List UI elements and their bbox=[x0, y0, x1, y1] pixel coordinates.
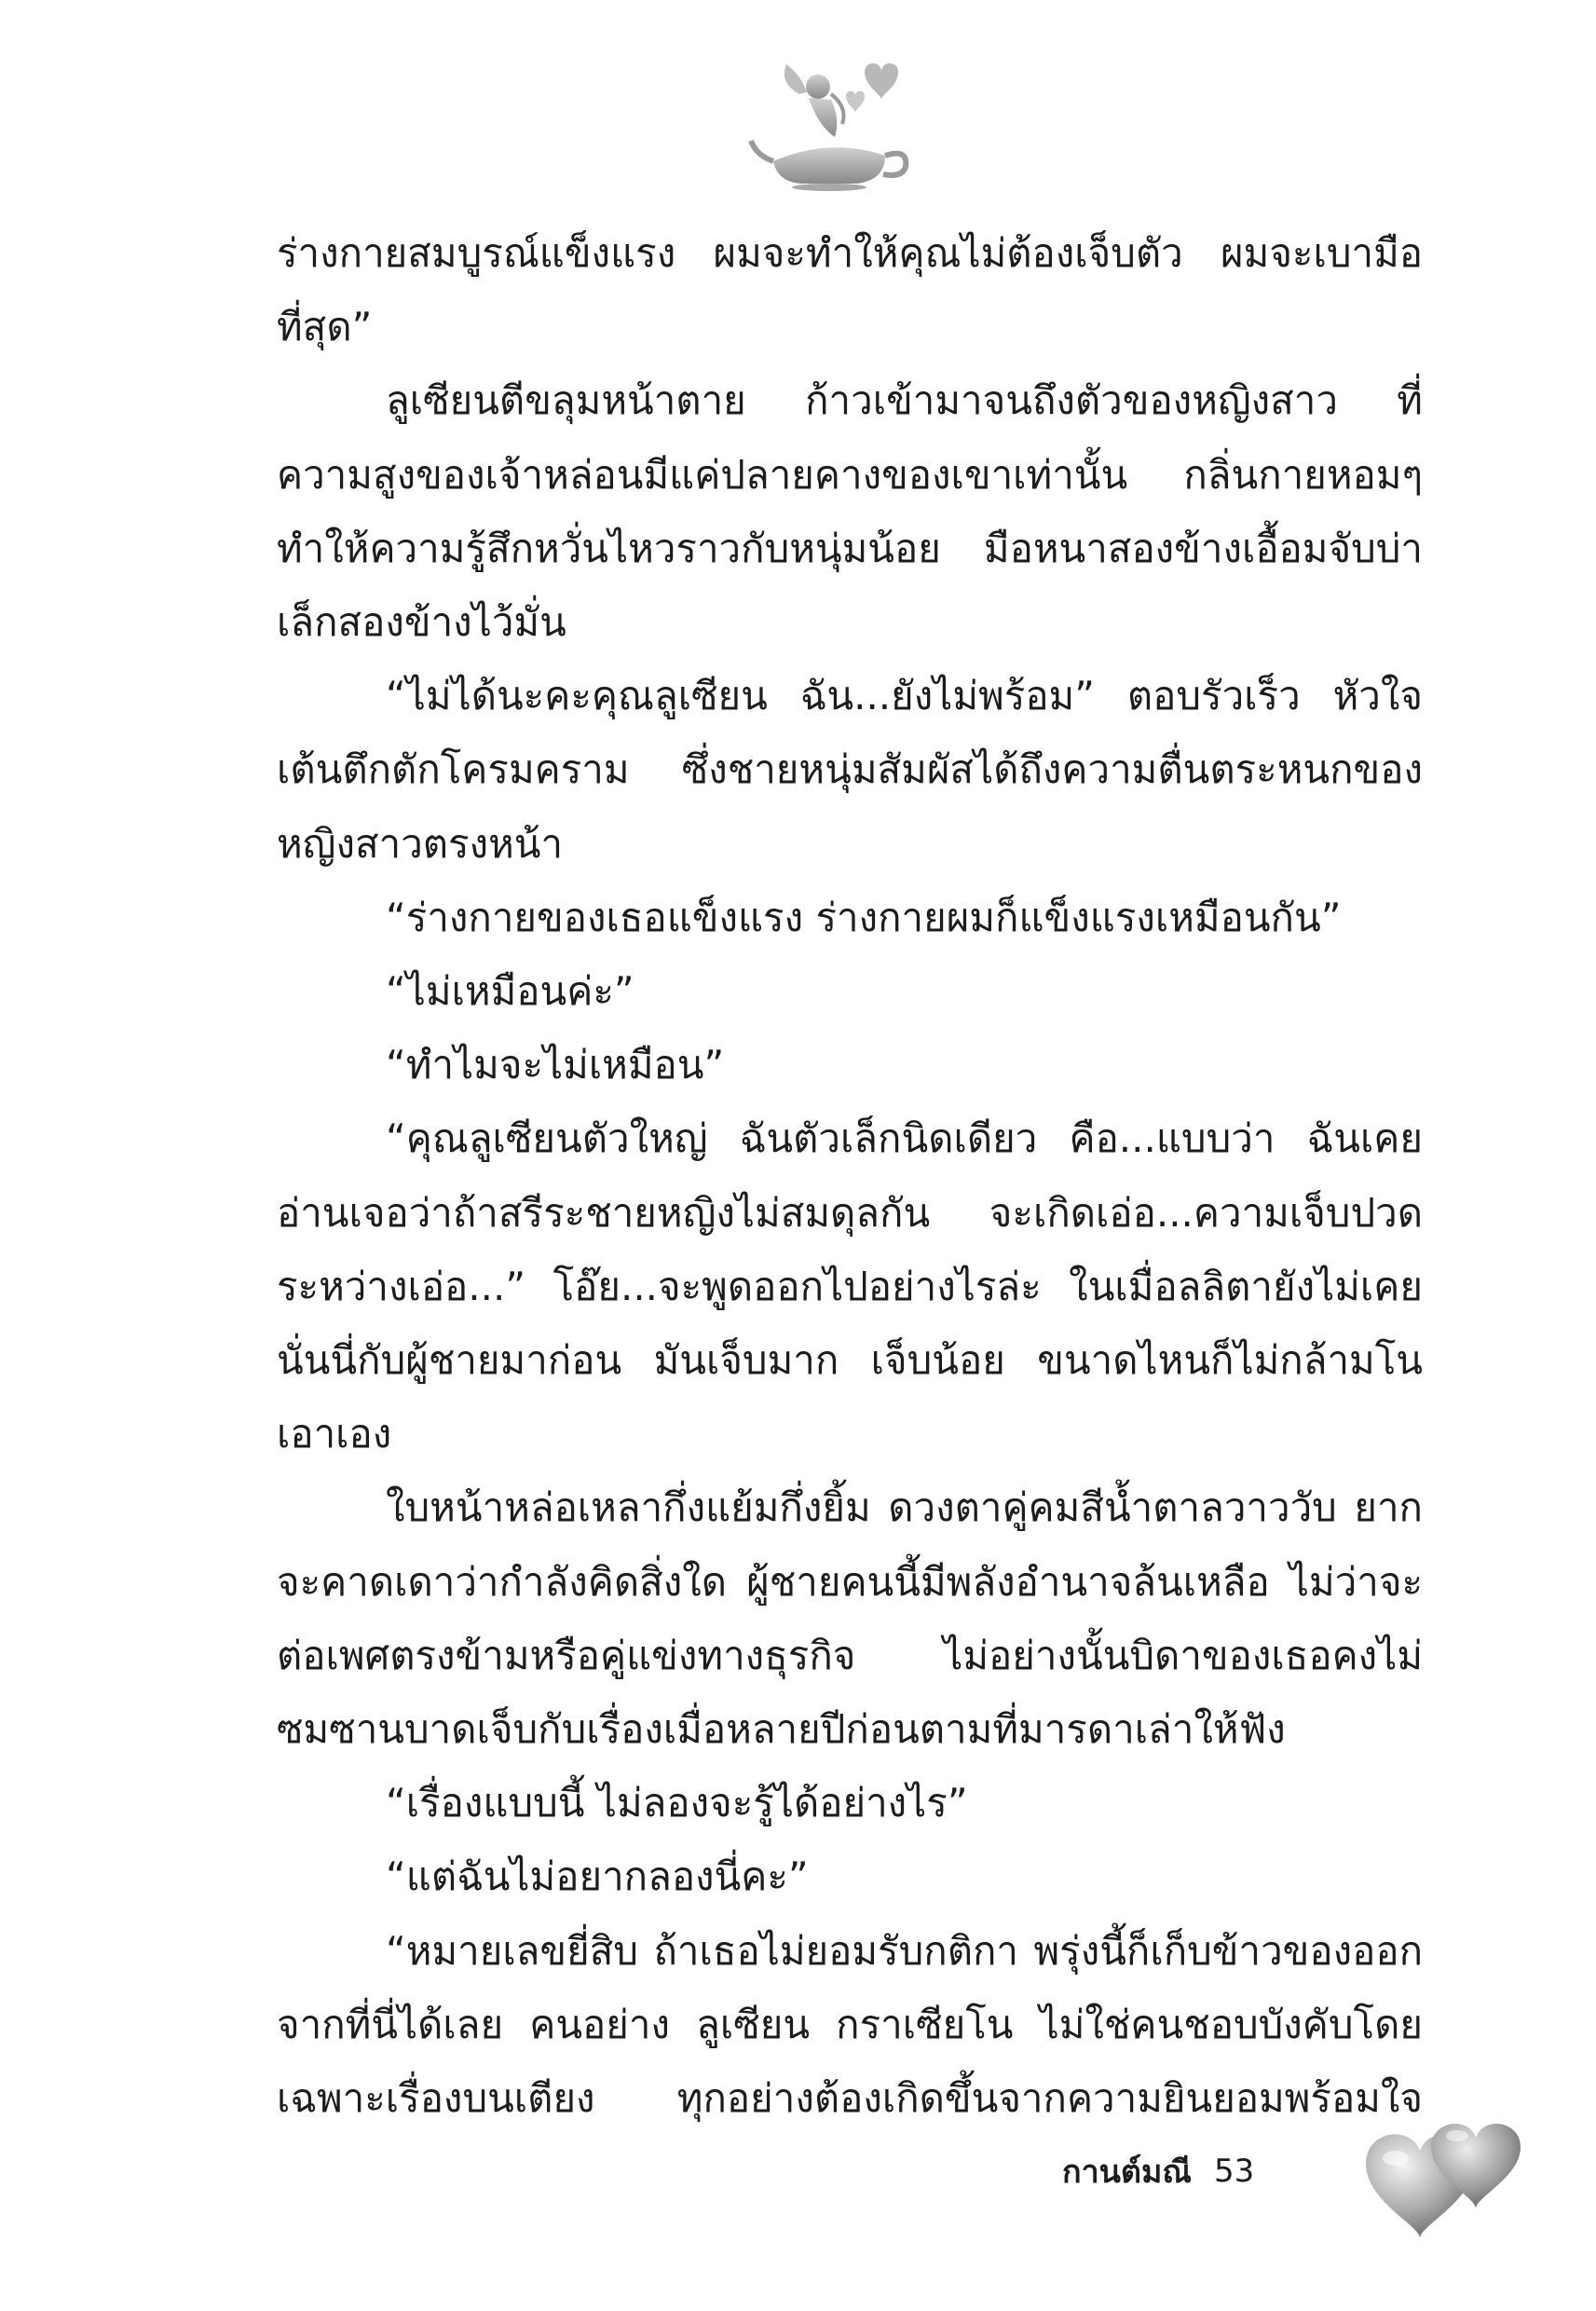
paragraph: “ทำไมจะไม่เหมือน” bbox=[386, 1042, 725, 1088]
page-footer bbox=[1062, 2134, 1254, 2208]
page-number: 53 bbox=[1213, 2153, 1255, 2190]
paragraph: “ไม่ได้นะคะคุณลูเซียน ฉัน...ยังไม่พร้อม” ตอบรัวเร็ว หัวใจเต้นตึกตักโครมคราม ซึ่งชายหนุ่มสัมผัสได้ถึงความตื่นตระหนกของหญิงสาวตรงหน้า bbox=[277, 673, 1423, 867]
paragraph: “เรื่องแบบนี้ ไม่ลองจะรู้ได้อย่างไร” bbox=[386, 1780, 968, 1826]
paragraph: ร่างกายสมบูรณ์แข็งแรง ผมจะทำให้คุณไม่ต้องเจ็บตัว ผมจะเบามือที่สุด” bbox=[277, 230, 1423, 350]
paragraph: “ไม่เหมือนค่ะ” bbox=[386, 968, 634, 1015]
paragraph: “แต่ฉันไม่อยากลองนี่คะ” bbox=[386, 1853, 809, 1900]
body-text bbox=[277, 216, 1423, 2135]
paragraph: ลูเซียนตีขลุมหน้าตาย ก้าวเข้ามาจนถึงตัวของหญิงสาว ที่ความสูงของเจ้าหล่อนมีแค่ปลายคางของเขาเท่านั้น กลิ่นกายหอมๆ ทำให้ความรู้สึกหวั่นไหวราวกับหนุ่มน้อย มือหนาสองข้างเอื้อมจับบ่าเล็กสองข้างไว้มั่น bbox=[277, 377, 1423, 646]
cupid-teapot-ornament-icon bbox=[745, 51, 913, 191]
running-title: กานต์มณี bbox=[1062, 2154, 1192, 2191]
paragraph: “หมายเลขยี่สิบ ถ้าเธอไม่ยอมรับกติกา พรุ่งนี้ก็เก็บข้าวของออกจากที่นี่ได้เลย คนอย่าง ลูเซียน กราเซียโน ไม่ใช่คนชอบบังคับโดยเฉพาะเรื่องบนเตียง ทุกอย่างต้องเกิดขึ้นจากความยินยอมพร้อมใจ bbox=[277, 1927, 1423, 2122]
paragraph: ใบหน้าหล่อเหลากึ่งแย้มกึ่งยิ้ม ดวงตาคู่คมสีน้ำตาลวาววับ ยากจะคาดเดาว่ากำลังคิดสิ่งใด ผู้ชายคนนี้มีพลังอำนาจล้นเหลือ ไม่ว่าจะต่อเพศตรงข้ามหรือคู่แข่งทางธุรกิจ ไม่อย่างนั้นบิดาของเธอคงไม่ซมซานบาดเจ็บกับเรื่องเมื่อหลายปีก่อนตามที่มารดาเล่าให้ฟัง bbox=[277, 1484, 1423, 1753]
paragraph: “คุณลูเซียนตัวใหญ่ ฉันตัวเล็กนิดเดียว คือ...แบบว่า ฉันเคยอ่านเจอว่าถ้าสรีระชายหญิงไม่สมดุลกัน จะเกิดเอ่อ...ความเจ็บปวดระหว่างเอ่อ...” โอ๊ย...จะพูดออกไปอย่างไรล่ะ ในเมื่อลลิตายังไม่เคยนั่นนี่กับผู้ชายมาก่อน มันเจ็บมาก เจ็บน้อย ขนาดไหนก็ไม่กล้ามโนเอาเอง bbox=[277, 1115, 1423, 1457]
paragraph: “ร่างกายของเธอแข็งแรง ร่างกายผมก็แข็งแรงเหมือนกัน” bbox=[386, 894, 1342, 940]
hearts-ornament-icon bbox=[1353, 2108, 1530, 2248]
